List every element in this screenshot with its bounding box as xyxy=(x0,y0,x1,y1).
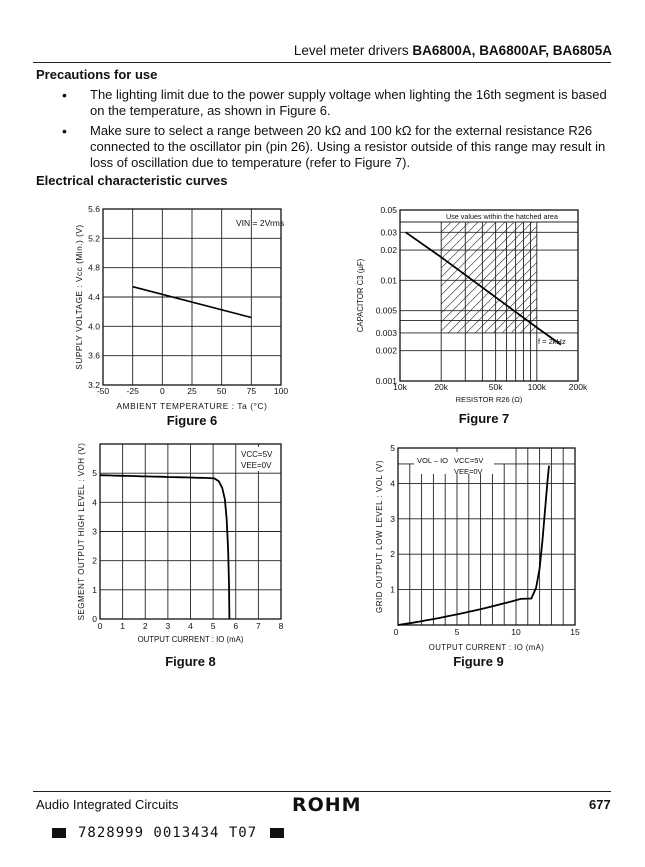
hatch-line xyxy=(448,210,571,333)
figure-6-caption: Figure 6 xyxy=(166,413,218,428)
hatch-line xyxy=(547,210,645,333)
figure-7-curve xyxy=(406,232,561,344)
figure-8-curve xyxy=(100,475,229,619)
figure-7-caption: Figure 7 xyxy=(458,411,510,426)
x-tick-label: 5 xyxy=(454,627,460,637)
y-tick-label: 0.05 xyxy=(380,205,397,215)
curves-heading: Electrical characteristic curves xyxy=(36,173,228,188)
x-tick-label: 7 xyxy=(256,621,261,631)
figure-9-chart xyxy=(375,443,580,669)
y-tick-label: 4.0 xyxy=(88,321,100,332)
y-tick-label: 0.005 xyxy=(375,305,397,316)
hatch-line xyxy=(601,210,645,333)
x-tick-label: 8 xyxy=(278,621,284,631)
hatch-line xyxy=(538,210,645,333)
x-tick-label: -25 xyxy=(126,386,139,396)
precaution-item-2: Make sure to select a range between 20 kΩ and 100 kΩ for the external resistance R26 connected to the oscillator pin (pin 26). Using a resistor outside of this range may result in loss of oscillation due to temperature (refer to Figure 7). xyxy=(90,123,606,170)
y-tick-label: 1 xyxy=(390,584,395,595)
x-tick-label: 1 xyxy=(120,621,125,631)
x-tick-label: 100 xyxy=(273,386,289,396)
figure-8-ylabel: SEGMENT OUTPUT HIGH LEVEL : VOH (V) xyxy=(77,442,86,621)
figure-9-xlabel: OUTPUT CURRENT : IO (mA) xyxy=(428,643,545,652)
figure-6-ylabel: SUPPLY VOLTAGE : Vcc (Min.) (V) xyxy=(74,224,84,370)
x-tick-label: 0 xyxy=(97,621,103,631)
bullet-2: • xyxy=(62,123,67,139)
y-tick-label: 4.8 xyxy=(88,262,100,273)
y-tick-label: 1 xyxy=(92,584,97,595)
hatch-line xyxy=(574,210,645,333)
y-tick-label: 2 xyxy=(390,549,395,560)
y-tick-label: 4 xyxy=(92,497,97,508)
header-models: BA6800A, BA6800AF, BA6805A xyxy=(412,43,612,58)
hatch-line xyxy=(637,210,645,333)
rohm-logo: ROHM xyxy=(292,794,362,816)
x-tick-label: 25 xyxy=(187,386,197,396)
figure-9-ylabel: GRID OUTPUT LOW LEVEL : VOL (V) xyxy=(375,459,384,614)
y-tick-label: 0.01 xyxy=(380,275,397,286)
hatch-line xyxy=(349,210,472,333)
hatch-line xyxy=(511,210,634,333)
y-tick-label: 0.002 xyxy=(375,345,397,356)
hatch-line xyxy=(439,210,562,333)
figure-7-frame xyxy=(400,210,578,381)
x-tick-label: 0 xyxy=(159,386,165,396)
y-tick-label: 0.003 xyxy=(375,327,397,338)
figure-9-annotation-3: VEE=0V xyxy=(454,467,483,476)
barcode-block-right xyxy=(270,828,284,838)
x-tick-label: 10 xyxy=(511,627,521,637)
y-tick-label: 2 xyxy=(92,555,97,566)
x-tick-label: 75 xyxy=(246,386,257,396)
figure-7-xlabel: RESISTOR R26 (Ω) xyxy=(455,395,523,404)
figure-9-curve xyxy=(398,466,549,625)
figure-9-annotation-2: VCC=5V xyxy=(454,456,484,465)
x-tick-label: 10k xyxy=(393,382,407,392)
x-tick-label: 200k xyxy=(568,382,588,392)
hatch-line xyxy=(484,210,607,333)
y-tick-label: 4 xyxy=(390,478,395,489)
y-tick-label: 5 xyxy=(390,443,395,453)
y-tick-label: 0.001 xyxy=(375,376,397,386)
y-tick-label: 3 xyxy=(390,513,395,524)
figure-7-annotation: Use values within the hatched area xyxy=(446,212,558,221)
x-tick-label: -50 xyxy=(96,386,110,396)
y-tick-label: 5.2 xyxy=(88,233,100,244)
hatch-line xyxy=(619,210,645,333)
figure-6-xlabel: AMBIENT TEMPERATURE : Ta (°C) xyxy=(116,401,268,411)
hatch-line xyxy=(610,210,645,333)
x-tick-label: 0 xyxy=(393,627,399,637)
x-tick-label: 2 xyxy=(142,621,148,631)
x-tick-label: 50 xyxy=(216,386,227,396)
figure-8-caption: Figure 8 xyxy=(165,654,216,669)
hatch-line xyxy=(304,210,427,333)
y-tick-label: 4.4 xyxy=(88,292,100,302)
page-number: 677 xyxy=(589,797,611,812)
y-tick-label: 3.6 xyxy=(88,350,100,361)
hatch-line xyxy=(466,210,589,333)
x-tick-label: 4 xyxy=(188,621,193,631)
y-tick-label: 0.03 xyxy=(380,227,397,238)
x-tick-label: 3 xyxy=(165,621,171,631)
hatch-line xyxy=(403,210,526,333)
barcode-block-left xyxy=(52,828,66,838)
y-tick-label: 5.6 xyxy=(88,204,100,214)
barcode-text: 7828999 0013434 T07 xyxy=(78,825,258,841)
precaution-item-1: The lighting limit due to the power supply voltage when lighting the 16th segment is based on the temperature, as shown in Figure 6. xyxy=(90,87,607,118)
hatch-line xyxy=(313,210,436,333)
x-tick-label: 100k xyxy=(527,382,547,392)
hatch-line xyxy=(412,210,535,333)
figure-8-annotation-2: VEE=0V xyxy=(241,461,272,470)
footer-rule xyxy=(33,791,611,792)
hatch-line xyxy=(565,210,645,333)
hatch-line xyxy=(583,210,645,333)
figure-9-caption: Figure 9 xyxy=(453,654,504,669)
x-tick-label: 6 xyxy=(233,621,239,631)
hatch-line xyxy=(628,210,645,333)
figure-8-chart xyxy=(77,443,284,669)
x-tick-label: 5 xyxy=(210,621,216,631)
figure-7-hatched-area xyxy=(241,210,645,333)
figure-6-chart xyxy=(74,204,288,428)
hatch-line xyxy=(592,210,645,333)
figure-7-ylabel: CAPACITOR C3 (μF) xyxy=(356,258,365,333)
precautions-heading: Precautions for use xyxy=(36,67,158,82)
y-tick-label: 3.2 xyxy=(88,380,100,390)
figure-6-annotation: VIN = 2Vrms xyxy=(236,218,285,228)
hatch-line xyxy=(250,210,373,333)
y-tick-label: 0.02 xyxy=(380,245,397,256)
figure-8-xlabel: OUTPUT CURRENT : IO (mA) xyxy=(137,635,244,644)
hatch-line xyxy=(268,210,391,333)
x-tick-label: 15 xyxy=(570,627,580,637)
hatch-line xyxy=(520,210,643,333)
figure-9-annotation-1: VOL – IO xyxy=(417,456,448,465)
y-tick-label: 3 xyxy=(92,526,97,537)
header-prefix: Level meter drivers xyxy=(293,43,409,58)
x-tick-label: 50k xyxy=(488,382,503,392)
hatch-line xyxy=(430,210,553,333)
x-tick-label: 20k xyxy=(434,382,449,392)
hatch-line xyxy=(385,210,508,333)
hatch-line xyxy=(241,210,364,333)
figure-7-annotation-2: f = 2kHz xyxy=(538,337,566,346)
footer-left: Audio Integrated Circuits xyxy=(36,797,179,812)
hatch-line xyxy=(529,210,645,333)
figure-7-chart xyxy=(241,205,645,426)
bullet-1: • xyxy=(62,87,67,103)
figure-8-annotation-1: VCC=5V xyxy=(241,450,273,459)
hatch-line xyxy=(493,210,616,333)
y-tick-label: 0 xyxy=(92,614,97,624)
hatch-line xyxy=(556,210,645,333)
hatch-line xyxy=(394,210,517,333)
y-tick-label: 5 xyxy=(92,468,97,479)
